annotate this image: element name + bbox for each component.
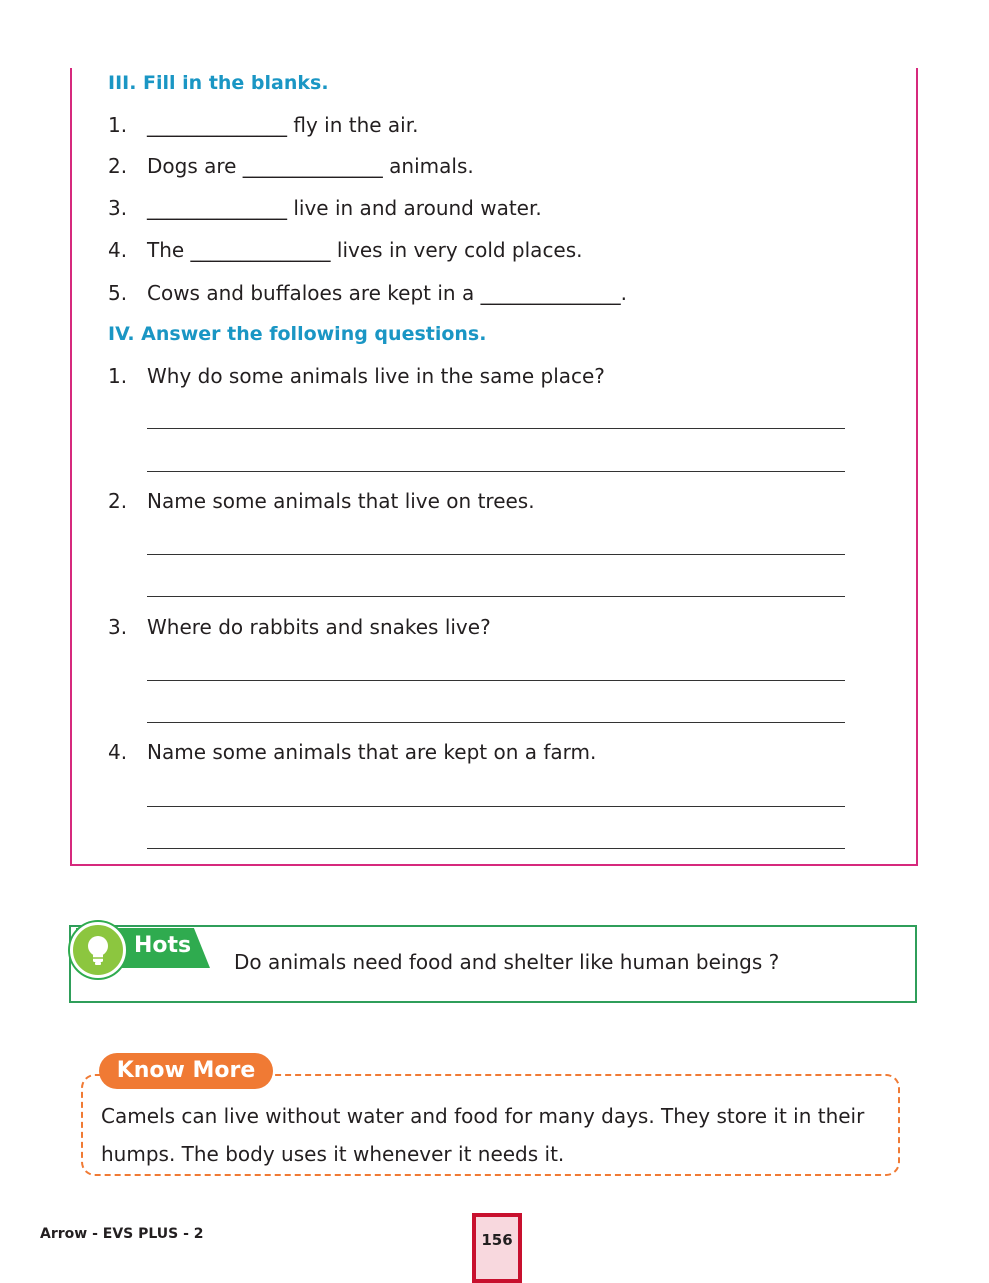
item-text: ______________ fly in the air. — [147, 113, 419, 137]
page-number: 156 — [472, 1213, 522, 1283]
know-more-text: Camels can live without water and food for many days. They store it in their humps. The body uses it whenever it needs it. — [101, 1104, 865, 1166]
fill-blank-item-3 — [108, 196, 542, 220]
know-more-label: Know More — [99, 1053, 273, 1089]
answer-line[interactable] — [147, 680, 845, 681]
answer-line[interactable] — [147, 428, 845, 429]
question-text: Name some animals that live on trees. — [147, 489, 535, 513]
section-iv-heading: IV. Answer the following questions. — [108, 323, 487, 345]
question-number: 2. — [108, 489, 128, 513]
answer-line[interactable] — [147, 554, 845, 555]
book-title: Arrow - EVS PLUS - 2 — [40, 1226, 204, 1242]
answer-line[interactable] — [147, 848, 845, 849]
answer-line[interactable] — [147, 722, 845, 723]
question-number: 1. — [108, 364, 128, 388]
question-3 — [108, 615, 491, 639]
hots-question: Do animals need food and shelter like human beings ? — [234, 950, 780, 974]
question-2 — [108, 489, 535, 513]
fill-blank-item-4 — [108, 238, 583, 262]
question-1 — [108, 364, 605, 388]
lightbulb-icon — [70, 922, 126, 978]
item-number: 5. — [108, 281, 128, 305]
item-number: 3. — [108, 196, 128, 220]
section-iii-heading: III. Fill in the blanks. — [108, 72, 329, 94]
question-text: Where do rabbits and snakes live? — [147, 615, 491, 639]
item-text: Cows and buffaloes are kept in a ______________. — [147, 281, 627, 305]
answer-line[interactable] — [147, 471, 845, 472]
item-text: ______________ live in and around water. — [147, 196, 542, 220]
fill-blank-item-1 — [108, 113, 418, 137]
question-text: Name some animals that are kept on a farm. — [147, 740, 597, 764]
fill-blank-item-5 — [108, 281, 627, 305]
question-number: 4. — [108, 740, 128, 764]
question-text: Why do some animals live in the same place? — [147, 364, 605, 388]
item-number: 1. — [108, 113, 128, 137]
item-text: Dogs are ______________ animals. — [147, 154, 474, 178]
answer-line[interactable] — [147, 806, 845, 807]
question-number: 3. — [108, 615, 128, 639]
answer-line[interactable] — [147, 596, 845, 597]
question-4 — [108, 740, 596, 764]
item-number: 2. — [108, 154, 128, 178]
item-text: The ______________ lives in very cold places. — [147, 238, 583, 262]
item-number: 4. — [108, 238, 128, 262]
hots-label: Hots — [134, 933, 192, 958]
fill-blank-item-2 — [108, 154, 474, 178]
